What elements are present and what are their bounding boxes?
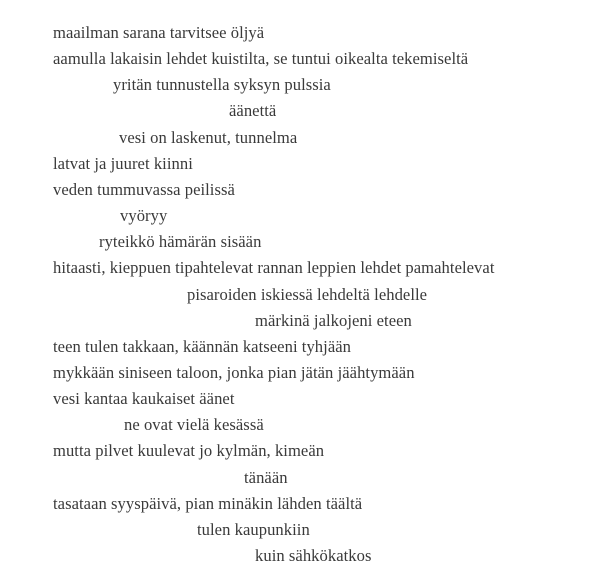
poem-line: vesi kantaa kaukaiset äänet <box>53 389 235 409</box>
poem-line: mykkään siniseen taloon, jonka pian jätän jäähtymään <box>53 362 415 382</box>
poem-line: tänään <box>244 467 288 487</box>
poem-line: äänettä <box>229 101 277 121</box>
poem-line: aamulla lakaisin lehdet kuistilta, se tuntui oikealta tekemiseltä <box>53 49 469 69</box>
poem-line: vesi on laskenut, tunnelma <box>119 127 298 147</box>
poem-line: latvat ja juuret kiinni <box>53 153 193 173</box>
poem-line: yritän tunnustella syksyn pulssia <box>113 75 331 95</box>
poem-line: vyöryy <box>120 206 168 226</box>
poem-line: tasataan syyspäivä, pian minäkin lähden täältä <box>53 493 363 513</box>
poem-line: kuin sähkökatkos <box>255 546 372 565</box>
poem-line: veden tummuvassa peilissä <box>53 179 235 199</box>
poem-line: hitaasti, kieppuen tipahtelevat rannan leppien lehdet pamahtelevat <box>53 258 495 278</box>
poem-line: pisaroiden iskiessä lehdeltä lehdelle <box>187 284 428 304</box>
poem-line: märkinä jalkojeni eteen <box>255 310 412 330</box>
poem-line: ryteikkö hämärän sisään <box>99 232 262 252</box>
poem-line: teen tulen takkaan, käännän katseeni tyhjään <box>53 336 351 356</box>
poem-line: ne ovat vielä kesässä <box>124 415 264 435</box>
poem-line: maailman sarana tarvitsee öljyä <box>53 23 265 42</box>
poem-line: tulen kaupunkiin <box>197 519 310 539</box>
poem-line: mutta pilvet kuulevat jo kylmän, kimeän <box>53 441 325 461</box>
